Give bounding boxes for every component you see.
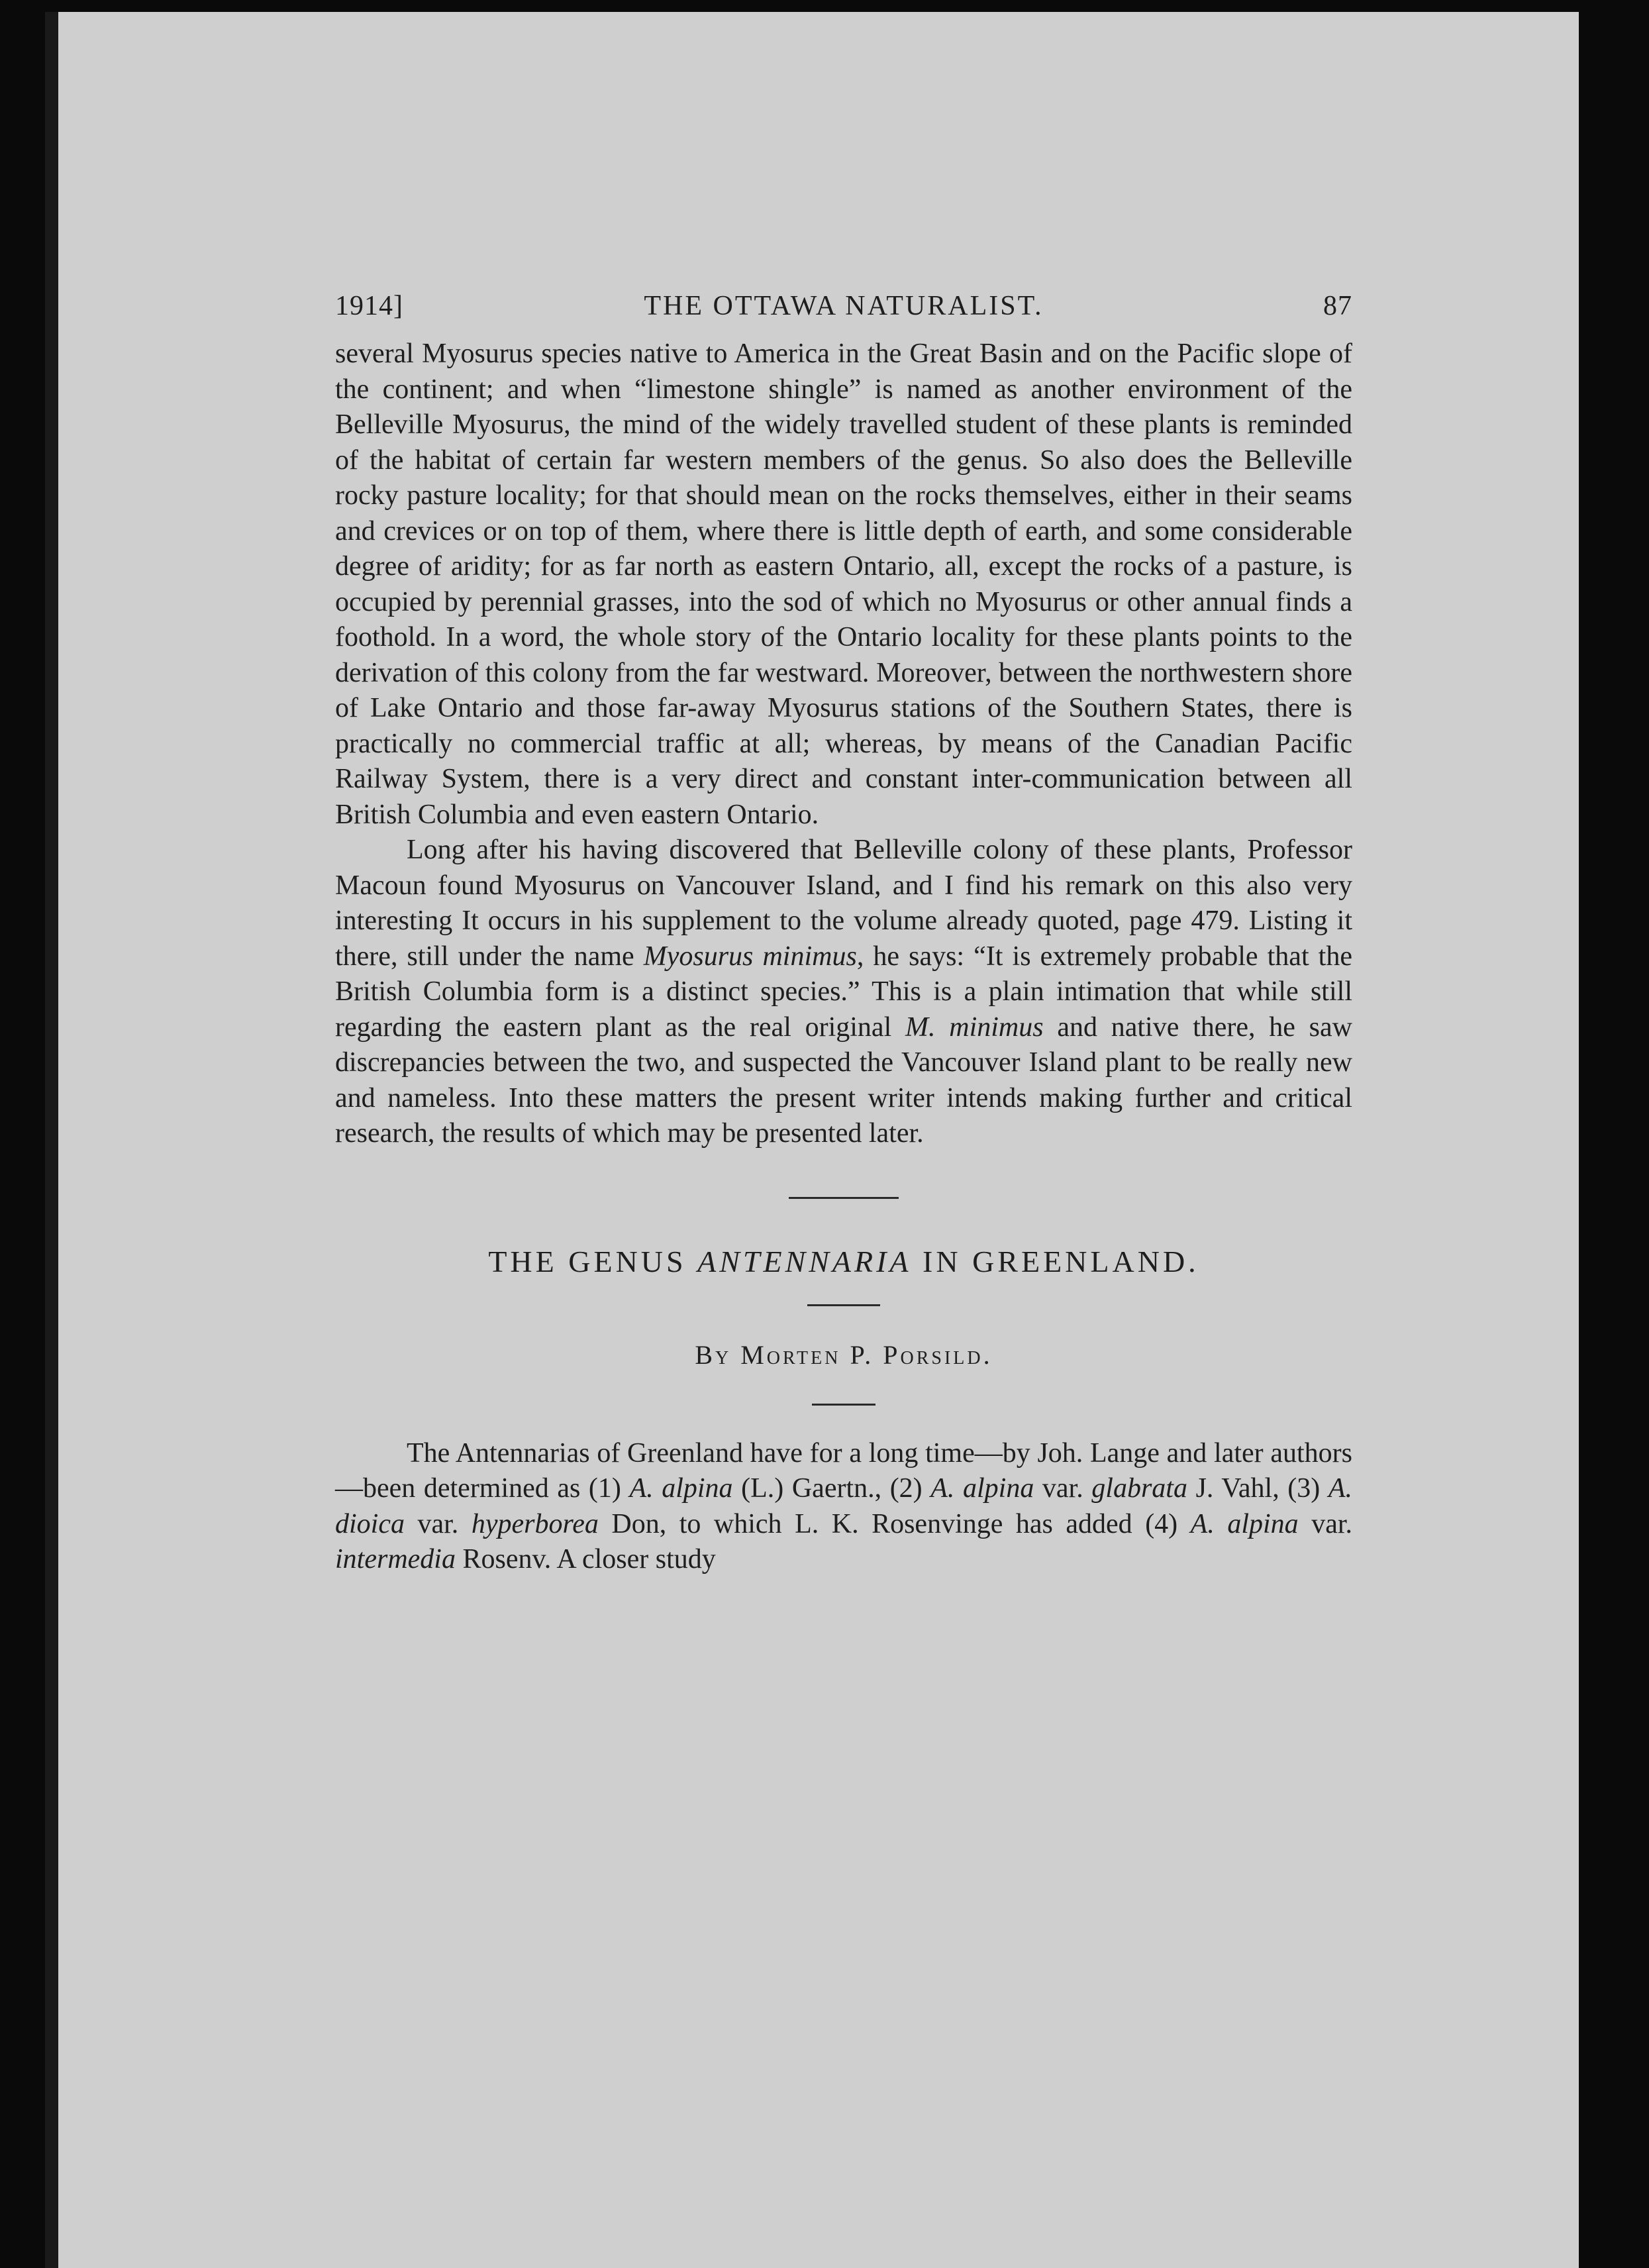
paragraph-2 <box>335 833 1352 1152</box>
paragraph-3-text: Rosenv. A closer study <box>455 1544 716 1574</box>
species-name: M. minimus <box>905 1011 1044 1043</box>
page-number: 87 <box>1323 291 1352 321</box>
journal-title: THE OTTAWA NATURALIST. <box>644 291 1044 321</box>
header-year: 1914] <box>335 291 403 321</box>
article-title-genus: ANTENNARIA <box>697 1244 912 1278</box>
article-title-suffix: IN GREENLAND. <box>911 1244 1199 1278</box>
species-name: glabrata <box>1091 1473 1187 1504</box>
species-name: A. dioica <box>335 1473 1352 1539</box>
running-head <box>335 290 1352 336</box>
paragraph-3-text: var. <box>404 1508 472 1539</box>
article-title-prefix: THE GENUS <box>488 1244 698 1278</box>
text-block <box>335 290 1352 1578</box>
paragraph-2-text-2: , he says: “It is extremely probable that the British Columbia form is a distinct species.” This is a plain intimation that while still regarding the eastern plant as the real original <box>335 941 1352 1043</box>
byline: By Morten P. Porsild. <box>695 1339 993 1370</box>
title-divider <box>807 1304 880 1306</box>
species-name: hyperborea <box>471 1508 599 1539</box>
species-name: Myosurus minimus <box>643 941 857 972</box>
paragraph-2-text-1: Long after his having discovered that Belleville colony of these plants, Professor Macoun found Myosurus on Vancouver Island, and I find his remark on this also very interesting It occurs in his supplement to the volume already quoted, page 479. Listing it there, still under the name <box>335 835 1352 972</box>
page-spine <box>45 12 58 2268</box>
paragraph-3-text: var. <box>1034 1473 1092 1504</box>
species-name: intermedia <box>335 1544 456 1574</box>
paragraph-3 <box>335 1436 1352 1578</box>
section-divider <box>789 1197 899 1199</box>
species-name: A. alpina <box>1190 1508 1299 1539</box>
paragraph-3-text: (L.) Gaertn., (2) <box>732 1473 931 1504</box>
book-page <box>45 12 1579 2268</box>
article-title <box>335 1244 1352 1279</box>
paragraph-3-text: Don, to which L. K. Rosenvinge has added (4) <box>598 1508 1191 1539</box>
paragraph-3-text: var. <box>1298 1508 1353 1539</box>
species-name: A. alpina <box>629 1473 733 1504</box>
paragraph-3-text: The Antennarias of Greenland have for a long time—by Joh. Lange and later authors—been determined as (1) <box>335 1437 1352 1504</box>
paragraph-2-text-3: and native there, he saw discrepancies between the two, and suspected the Vancouver Island plant to be really new and nameless. Into these matters the present writer intends making further and critical research, the results of which may be presented later. <box>335 1011 1352 1149</box>
paragraph-1: several Myosurus species native to America in the Great Basin and on the Pacific slope of the continent; and when “limestone shingle” is named as another environment of the Belleville Myosurus, the mind of the widely travelled student of these plants is reminded of the habitat of certain far western members of the genus. So also does the Belleville rocky pasture locality; for that should mean on the rocks themselves, either in their seams and crevices or on top of them, where there is little depth of earth, and some considerable degree of aridity; for as far north as eastern Ontario, all, except the rocks of a pasture, is occupied by perennial grasses, into the sod of which no Myosurus or other annual finds a foothold. In a word, the whole story of the Ontario locality for these plants points to the derivation of this colony from the far westward. Moreover, between the northwestern shore of Lake Ontario and those far-away Myosurus stations of the Southern States, there is practically no commercial traffic at all; whereas, by means of the Canadian Pacific Railway System, there is a very direct and constant inter-communication between all British Columbia and even eastern Ontario. <box>335 338 1352 830</box>
species-name: A. alpina <box>930 1473 1034 1504</box>
paragraph-3-text: J. Vahl, (3) <box>1187 1473 1328 1504</box>
byline-divider <box>812 1404 875 1406</box>
